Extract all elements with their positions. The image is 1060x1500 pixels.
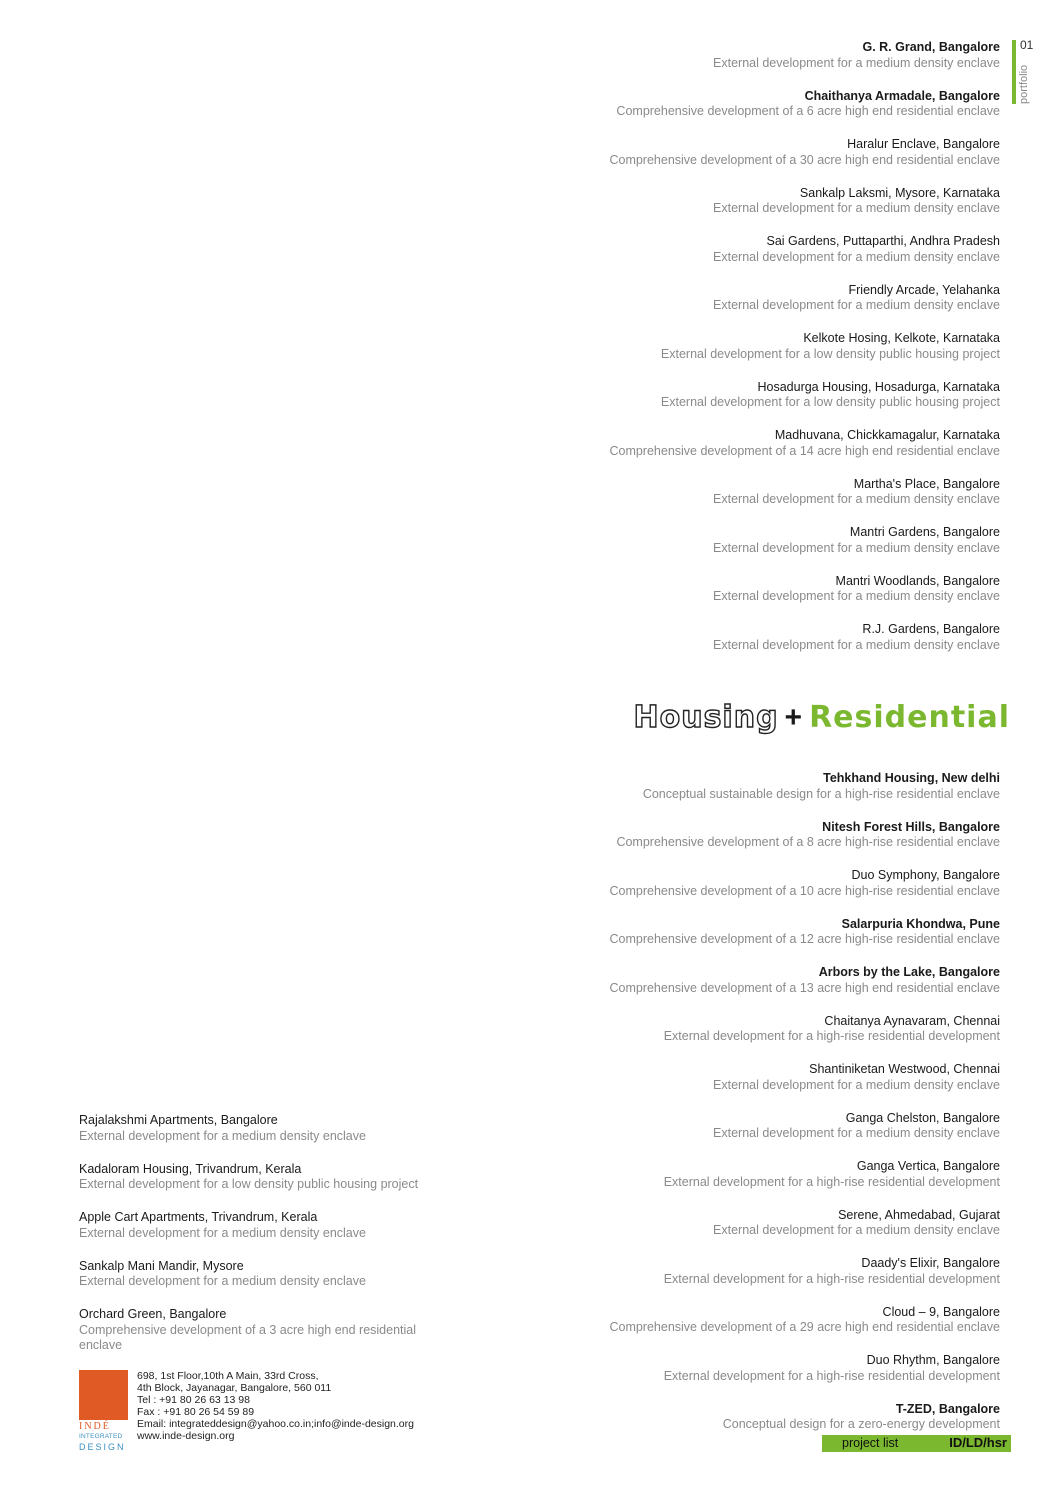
project-title: Ganga Vertica, Bangalore [856, 1159, 1000, 1173]
project-description: External development for a medium density enclave [713, 1126, 1000, 1140]
project-title: T-ZED, Bangalore [895, 1401, 1000, 1416]
logo-integrated: INTEGRATED [79, 1433, 123, 1440]
project-description: Comprehensive development of a 29 acre high end residential enclave [609, 1320, 1000, 1334]
project-entry [520, 917, 1000, 948]
website-line: www.inde-design.org [137, 1430, 235, 1442]
project-description: Comprehensive development of a 3 acre high end residential enclave [79, 1322, 417, 1352]
project-entry [520, 234, 1000, 265]
project-title: Friendly Arcade, Yelahanka [848, 282, 1000, 297]
project-entry [79, 1113, 419, 1144]
project-entry [520, 820, 1000, 851]
heading-word-housing: Housing [633, 700, 779, 735]
project-description: External development for a high-rise residential development [663, 1029, 1000, 1043]
project-description: External development for a medium density enclave [79, 1128, 366, 1143]
project-title: Sai Gardens, Puttaparthi, Andhra Pradesh [766, 234, 1000, 248]
project-description: External development for a low density public housing project [79, 1177, 419, 1191]
logo-design: DESIGN [79, 1442, 126, 1452]
project-entry [520, 868, 1000, 899]
project-description: Conceptual sustainable design for a high-rise residential enclave [642, 786, 1000, 801]
project-entry [520, 40, 1000, 71]
project-title: Chaitanya Aynavaram, Chennai [824, 1013, 1000, 1028]
project-entry [520, 331, 1000, 362]
project-entry [520, 428, 1000, 459]
project-title: Rajalakshmi Apartments, Bangalore [79, 1113, 278, 1127]
project-entry [520, 137, 1000, 168]
side-label: portfolio [1018, 64, 1030, 104]
project-title: Cloud – 9, Bangalore [882, 1304, 1000, 1319]
logo-square [79, 1370, 128, 1420]
project-title: R.J. Gardens, Bangalore [862, 622, 1000, 636]
section-heading [634, 700, 1011, 735]
project-title: Orchard Green, Bangalore [79, 1307, 227, 1321]
heading-word-residential: Residential [809, 700, 1010, 735]
project-entry [520, 771, 1000, 802]
project-entry [520, 1305, 1000, 1336]
project-entry [520, 186, 1000, 217]
bottom-project-list [520, 771, 1000, 1450]
project-title: Arbors by the Lake, Bangalore [818, 965, 1000, 979]
project-title: Chaithanya Armadale, Bangalore [804, 88, 1000, 103]
project-title: Kelkote Hosing, Kelkote, Karnataka [803, 331, 1000, 345]
project-description: Conceptual design for a zero-energy development [722, 1417, 1000, 1431]
project-title: Haralur Enclave, Bangalore [847, 137, 1000, 151]
project-title: Serene, Ahmedabad, Gujarat [838, 1207, 1000, 1222]
project-entry [520, 574, 1000, 605]
project-description: External development for a medium density enclave [713, 249, 1000, 264]
project-entry [520, 1353, 1000, 1384]
left-project-list [79, 1113, 419, 1371]
project-title: Tehkhand Housing, New delhi [823, 771, 1000, 785]
heading-plus: + [784, 701, 804, 734]
project-title: Sankalp Mani Mandir, Mysore [79, 1258, 244, 1273]
project-description: Comprehensive development of a 12 acre high-rise residential enclave [609, 932, 1000, 946]
phone-line: Tel : +91 80 26 63 13 98 [137, 1394, 250, 1406]
project-title: Duo Symphony, Bangalore [851, 868, 1000, 882]
project-entry [79, 1259, 419, 1290]
project-title: Mantri Woodlands, Bangalore [835, 573, 1000, 588]
project-entry [520, 622, 1000, 653]
project-description: External development for a medium density enclave [713, 1077, 1000, 1092]
project-description: External development for a medium density enclave [713, 637, 1000, 652]
project-title: Martha's Place, Bangalore [853, 476, 1000, 491]
project-list-label: project list [842, 1436, 899, 1450]
project-description: External development for a medium density enclave [79, 1225, 366, 1240]
project-title: Apple Cart Apartments, Trivandrum, Kerala [79, 1210, 318, 1224]
project-description: External development for a medium density enclave [713, 201, 1000, 215]
project-description: External development for a low density public housing project [660, 395, 1000, 409]
project-entry [520, 283, 1000, 314]
project-description: External development for a medium density enclave [713, 589, 1000, 603]
project-title: Hosadurga Housing, Hosadurga, Karnataka [757, 379, 1000, 394]
project-description: External development for a high-rise residential development [663, 1174, 1000, 1189]
project-description: Comprehensive development of a 8 acre high-rise residential enclave [616, 835, 1000, 849]
accent-bar [1012, 40, 1016, 104]
address-block [137, 1370, 414, 1442]
project-entry [520, 1256, 1000, 1287]
email-line: Email: integrateddesign@yahoo.co.in;info@inde-design.org [137, 1418, 414, 1430]
project-title: Salarpuria Khondwa, Pune [841, 916, 1000, 931]
company-logo [79, 1370, 129, 1452]
project-list-bar [822, 1435, 1011, 1452]
project-description: External development for a medium density enclave [713, 540, 1000, 555]
project-title: Mantri Gardens, Bangalore [849, 525, 1000, 539]
project-description: External development for a medium density enclave [713, 55, 1000, 70]
logo-inde: INDÉ [79, 1421, 111, 1432]
project-title: Nitesh Forest Hills, Bangalore [822, 819, 1000, 834]
project-entry [520, 1402, 1000, 1433]
project-title: Ganga Chelston, Bangalore [845, 1110, 1000, 1125]
project-code: ID/LD/hsr [949, 1435, 1007, 1450]
project-entry [520, 477, 1000, 508]
project-description: External development for a medium density enclave [79, 1274, 366, 1288]
project-description: External development for a high-rise residential development [663, 1271, 1000, 1286]
project-title: G. R. Grand, Bangalore [862, 40, 1000, 54]
project-entry [520, 965, 1000, 996]
project-description: Comprehensive development of a 14 acre high end residential enclave [609, 443, 1000, 458]
project-entry [520, 89, 1000, 120]
project-description: Comprehensive development of a 10 acre high-rise residential enclave [609, 883, 1000, 898]
project-description: Comprehensive development of a 30 acre high end residential enclave [609, 152, 1000, 167]
project-entry [520, 525, 1000, 556]
project-description: External development for a medium density enclave [713, 298, 1000, 312]
project-title: Madhuvana, Chickkamagalur, Karnataka [774, 428, 1000, 442]
project-entry [79, 1210, 419, 1241]
top-project-list [520, 40, 1000, 671]
project-description: External development for a low density public housing project [660, 346, 1000, 361]
project-title: Kadaloram Housing, Trivandrum, Kerala [79, 1161, 302, 1176]
project-entry [520, 1062, 1000, 1093]
address-line: 698, 1st Floor,10th A Main, 33rd Cross, [137, 1370, 319, 1382]
project-title: Duo Rhythm, Bangalore [866, 1353, 1000, 1367]
project-description: Comprehensive development of a 13 acre high end residential enclave [609, 980, 1000, 995]
project-entry [520, 1111, 1000, 1142]
project-entry [79, 1162, 419, 1193]
project-entry [520, 1208, 1000, 1239]
project-description: External development for a high-rise residential development [663, 1368, 1000, 1383]
fax-line: Fax : +91 80 26 54 59 89 [137, 1406, 255, 1418]
project-title: Shantiniketan Westwood, Chennai [809, 1062, 1000, 1076]
project-entry [520, 1159, 1000, 1190]
project-description: External development for a medium density enclave [713, 1223, 1000, 1237]
project-description: Comprehensive development of a 6 acre high end residential enclave [616, 104, 1000, 118]
project-entry [520, 380, 1000, 411]
project-entry [79, 1307, 419, 1354]
project-title: Sankalp Laksmi, Mysore, Karnataka [799, 185, 1000, 200]
project-description: External development for a medium density enclave [713, 492, 1000, 506]
address-line: 4th Block, Jayanagar, Bangalore, 560 011 [137, 1382, 332, 1394]
page-number: 01 [1020, 38, 1034, 52]
project-entry [520, 1014, 1000, 1045]
project-title: Daady's Elixir, Bangalore [861, 1256, 1000, 1270]
